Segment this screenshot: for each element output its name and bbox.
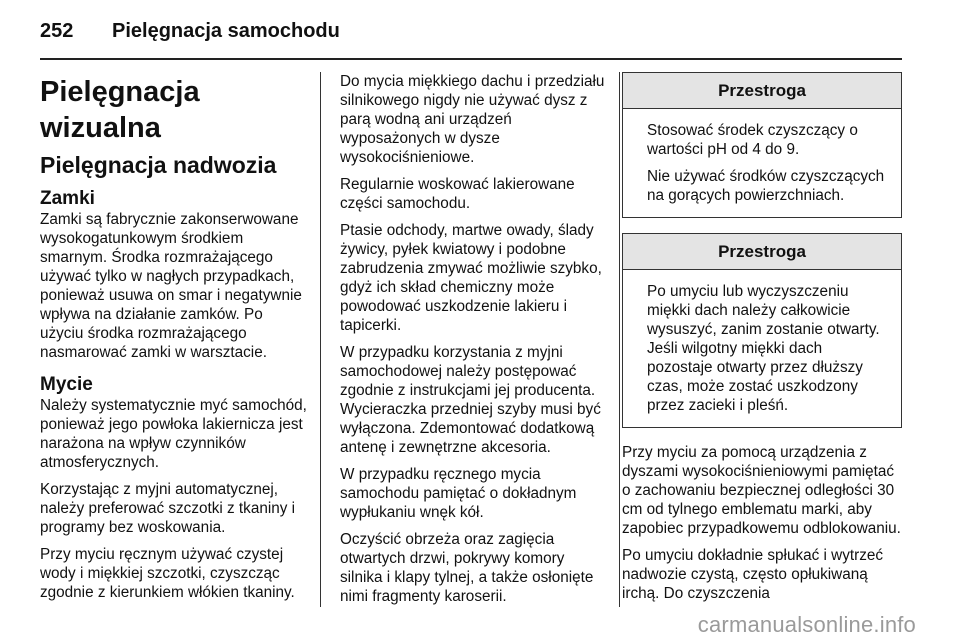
caution-2-paragraph-1: Po umyciu lub wyczyszczeniu miękki dach należy całkowicie wysuszyć, zanim zostanie otwarty. Jeśli wilgotny miękki dach pozostaje otwarty przez dłuższy czas, może zostać uszkodzony przez zacieki i pleśń. <box>647 283 880 414</box>
caution-title-2: Przestroga <box>623 234 901 270</box>
caution-box-2 <box>622 233 902 428</box>
caution-box-1 <box>622 72 902 218</box>
col2-paragraph-1: Do mycia miękkiego dachu i przedziału silnikowego nigdy nie używać dysz z parą wodną ani urządzeń wyposażonych w dysze wysokociśnieniowe. <box>340 73 605 166</box>
caution-title-1: Przestroga <box>623 73 901 109</box>
section-title: Pielęgnacja samochodu <box>112 20 340 42</box>
caution-1-paragraph-1: Stosować środek czyszczący o wartości pH od 4 do 9. <box>647 122 858 158</box>
col3-paragraph-2: Po umyciu dokładnie spłukać i wytrzeć nadwozie czystą, często opłukiwaną irchą. Do czyszczenia <box>622 547 884 602</box>
column-2 <box>340 72 605 614</box>
column-1 <box>40 72 310 610</box>
zamki-text: Zamki są fabrycznie zakonserwowane wysokogatunkowym środkiem smarnym. Środka rozmrażającego używać tylko w nagłych przypadkach, ponieważ usuwa on smar i negatywnie wpływa na działanie zamków. Po użyciu środka rozmrażającego nasmarować zamki w warsztacie. <box>40 211 302 361</box>
col3-paragraph-1: Przy myciu za pomocą urządzenia z dyszami wysokociśnieniowymi pamiętać o zachowaniu bezpiecznej odległości 30 cm od tylnego emblematu marki, aby zapobiec przypadkowemu odblokowaniu. <box>622 444 901 537</box>
col2-paragraph-3: Ptasie odchody, martwe owady, ślady żywicy, pyłek kwiatowy i podobne zabrudzenia zmywać możliwie szybko, gdyż ich skład chemiczny może powodować uszkodzenie lakieru i tapicerki. <box>340 222 602 334</box>
header-rule <box>40 58 902 60</box>
mycie-paragraph-3: Przy myciu ręcznym używać czystej wody i miękkiej szczotki, czyszcząc zgodnie z kierunkiem włókien tkaniny. <box>40 546 295 601</box>
section-subtitle: Pielęgnacja nadwozia <box>40 152 277 178</box>
col2-paragraph-6: Oczyścić obrzeża oraz zagięcia otwartych drzwi, pokrywy komory silnika i klapy tylnej, a także osłonięte nimi fragmenty karoserii. <box>340 531 594 605</box>
col2-paragraph-2: Regularnie woskować lakierowane części samochodu. <box>340 176 575 212</box>
caution-body-1 <box>623 109 901 217</box>
col2-paragraph-5: W przypadku ręcznego mycia samochodu pamiętać o dokładnym wypłukaniu wnęk kół. <box>340 466 577 521</box>
column-3 <box>622 72 902 611</box>
mycie-paragraph-2: Korzystając z myjni automatycznej, należy preferować szczotki z tkaniny i programy bez woskowania. <box>40 481 296 536</box>
mycie-paragraph-1: Należy systematycznie myć samochód, ponieważ jego powłoka lakiernicza jest narażona na wpływ czynników atmosferycznych. <box>40 397 307 471</box>
caution-body-2 <box>623 270 901 427</box>
page-number: 252 <box>40 20 74 42</box>
caution-1-paragraph-2: Nie używać środków czyszczących na gorących powierzchniach. <box>647 168 885 204</box>
watermark: carmanualsonline.info <box>697 612 916 637</box>
chapter-title: Pielęgnacja wizualna <box>40 76 200 144</box>
zamki-heading: Zamki <box>40 188 95 209</box>
column-divider-1 <box>320 72 321 607</box>
column-divider-2 <box>619 72 620 607</box>
page-header <box>40 20 340 43</box>
col2-paragraph-4: W przypadku korzystania z myjni samochodowej należy postępować zgodnie z instrukcjami jej producenta. Wycieraczka przedniej szyby musi być wyłączona. Zdemontować dodatkową antenę i zewnętrzne akcesoria. <box>340 344 601 456</box>
mycie-heading: Mycie <box>40 374 93 395</box>
